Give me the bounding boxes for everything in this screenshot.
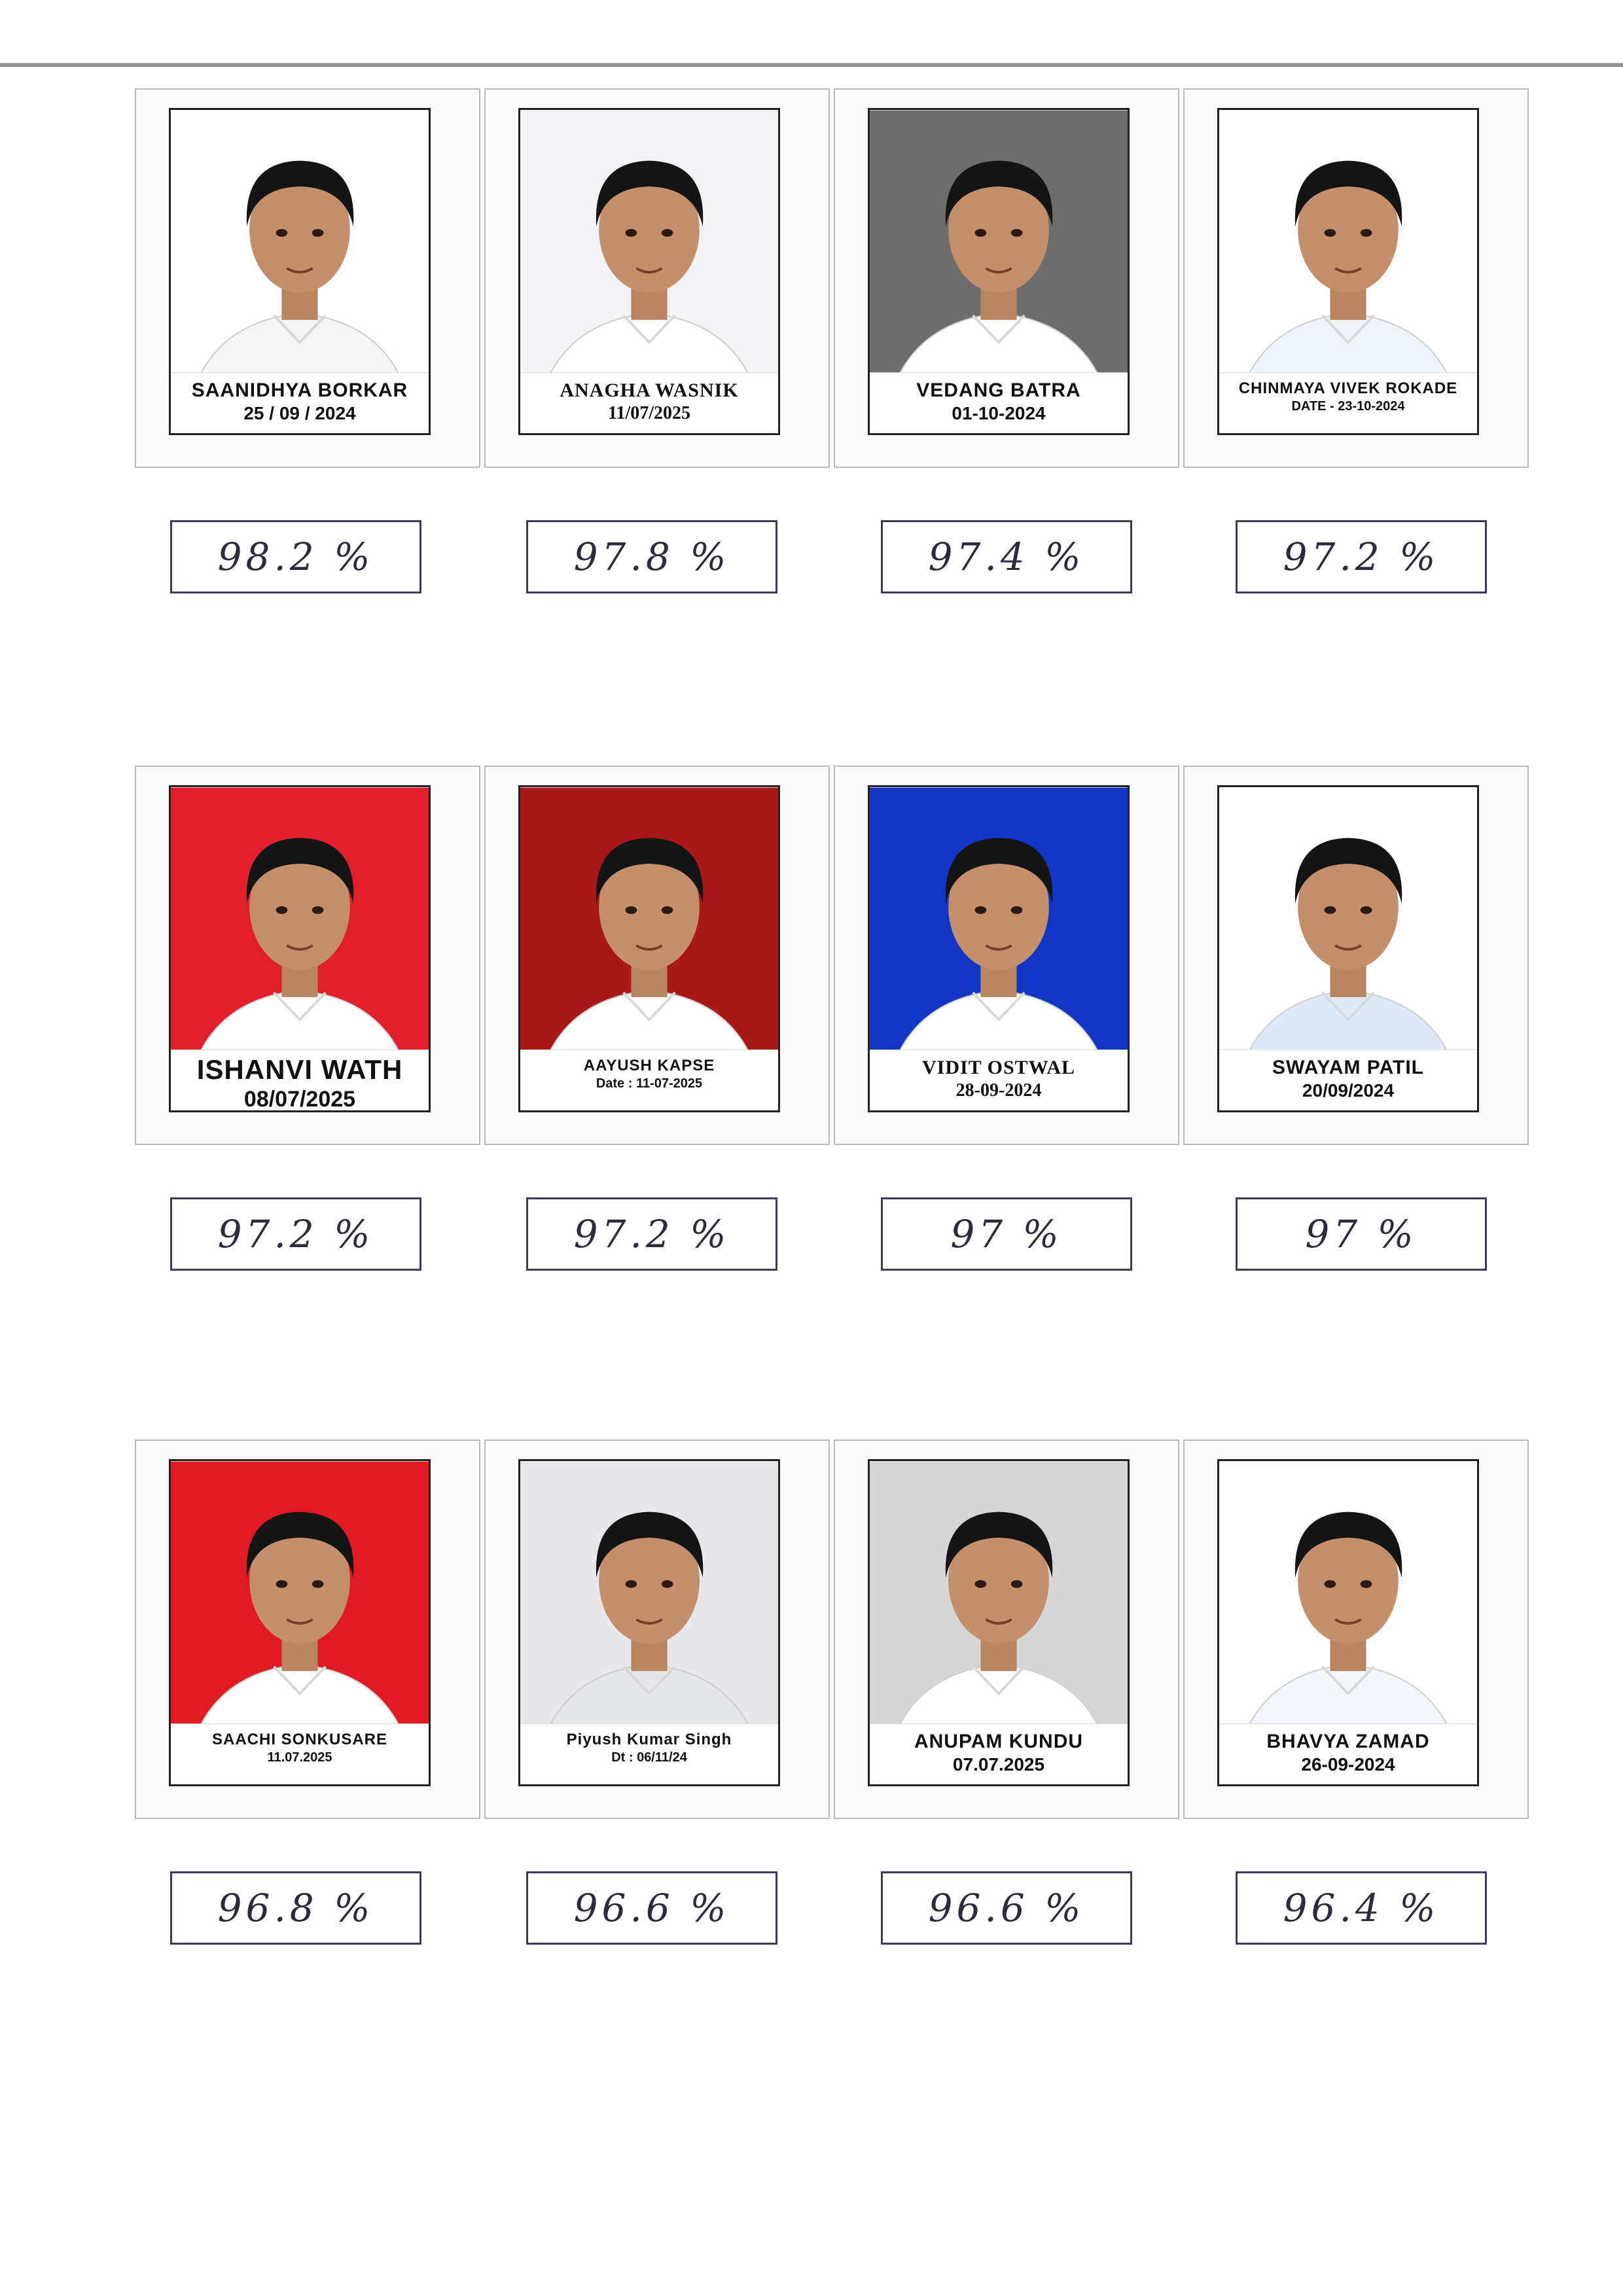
top-scan-rule [0,63,1623,67]
student-name: Piyush Kumar Singh [566,1731,732,1748]
student-card [834,88,1179,468]
student-photo [518,108,780,435]
percent-strip [170,1197,1544,1276]
student-name: ISHANVI WATH [196,1054,403,1085]
student-card [484,1439,830,1819]
percentage-box: 97.2 % [526,1197,777,1271]
student-card [484,766,830,1145]
student-name: ANUPAM KUNDU [914,1731,1084,1752]
photo-caption [870,372,1128,433]
photo-caption [1219,1050,1477,1110]
photo-date: 25 / 09 / 2024 [243,403,356,423]
photo-date: 08/07/2025 [243,1087,356,1112]
photo-card-strip [135,88,1529,474]
percentage-box: 97.8 % [526,520,777,593]
photo-caption [171,1050,429,1110]
student-photo [169,108,431,435]
student-photo [1217,785,1479,1112]
photo-caption [1219,1723,1477,1784]
percentage-box: 96.4 % [1236,1871,1487,1945]
student-name: SAANIDHYA BORKAR [191,380,408,401]
percent-strip [170,520,1544,599]
photo-caption [1219,372,1477,433]
photo-caption [171,1723,429,1784]
student-card [135,766,480,1145]
photo-date: 28-09-2024 [955,1080,1042,1101]
photo-caption [171,372,429,433]
student-card [1183,766,1529,1145]
student-name: VEDANG BATRA [916,380,1081,401]
student-card [834,1439,1179,1819]
photo-card-strip [135,766,1529,1152]
photo-date: 11/07/2025 [607,403,690,423]
percentage-box: 96.8 % [170,1871,421,1945]
percentage-box: 97.2 % [1236,520,1487,593]
student-photo [1217,1459,1479,1786]
photo-date: Date : 11-07-2025 [596,1076,703,1091]
percentage-box: 97 % [881,1197,1132,1271]
student-card [135,88,480,468]
student-name: VIDIT OSTWAL [921,1057,1076,1078]
student-name: SAACHI SONKUSARE [211,1731,388,1748]
student-card [1183,1439,1529,1819]
photo-date: 07.07.2025 [952,1754,1045,1775]
student-card [834,766,1179,1145]
student-photo [868,785,1130,1112]
student-photo [518,1459,780,1786]
percent-strip [170,1871,1544,1950]
photo-date: Dt : 06/11/24 [611,1750,687,1765]
photo-date: 26-09-2024 [1301,1754,1395,1775]
photo-card-strip [135,1439,1529,1826]
photo-caption [520,1050,778,1110]
student-card [484,88,830,468]
photo-date: 20/09/2024 [1302,1080,1395,1101]
student-card [1183,88,1529,468]
photo-caption [870,1050,1128,1110]
photo-date: 01-10-2024 [952,403,1046,423]
student-photo [1217,108,1479,435]
student-photo [868,1459,1130,1786]
percentage-box: 96.6 % [881,1871,1132,1945]
percentage-box: 97 % [1236,1197,1487,1271]
photo-caption [870,1723,1128,1784]
student-photo [868,108,1130,435]
percentage-box: 97.4 % [881,520,1132,593]
student-card [135,1439,480,1819]
student-photo [169,1459,431,1786]
percentage-box: 97.2 % [170,1197,421,1271]
student-name: AAYUSH KAPSE [583,1057,715,1074]
student-photo [518,785,780,1112]
student-name: BHAVYA ZAMAD [1266,1731,1430,1752]
percentage-box: 96.6 % [526,1871,777,1945]
photo-caption [520,372,778,433]
percentage-box: 98.2 % [170,520,421,593]
student-name: CHINMAYA VIVEK ROKADE [1238,380,1458,397]
photo-date: 11.07.2025 [267,1750,332,1765]
photo-caption [520,1723,778,1784]
student-photo [169,785,431,1112]
student-name: ANAGHA WASNIK [560,380,739,401]
photo-date: DATE - 23-10-2024 [1291,399,1405,414]
student-name: SWAYAM PATIL [1272,1057,1425,1078]
